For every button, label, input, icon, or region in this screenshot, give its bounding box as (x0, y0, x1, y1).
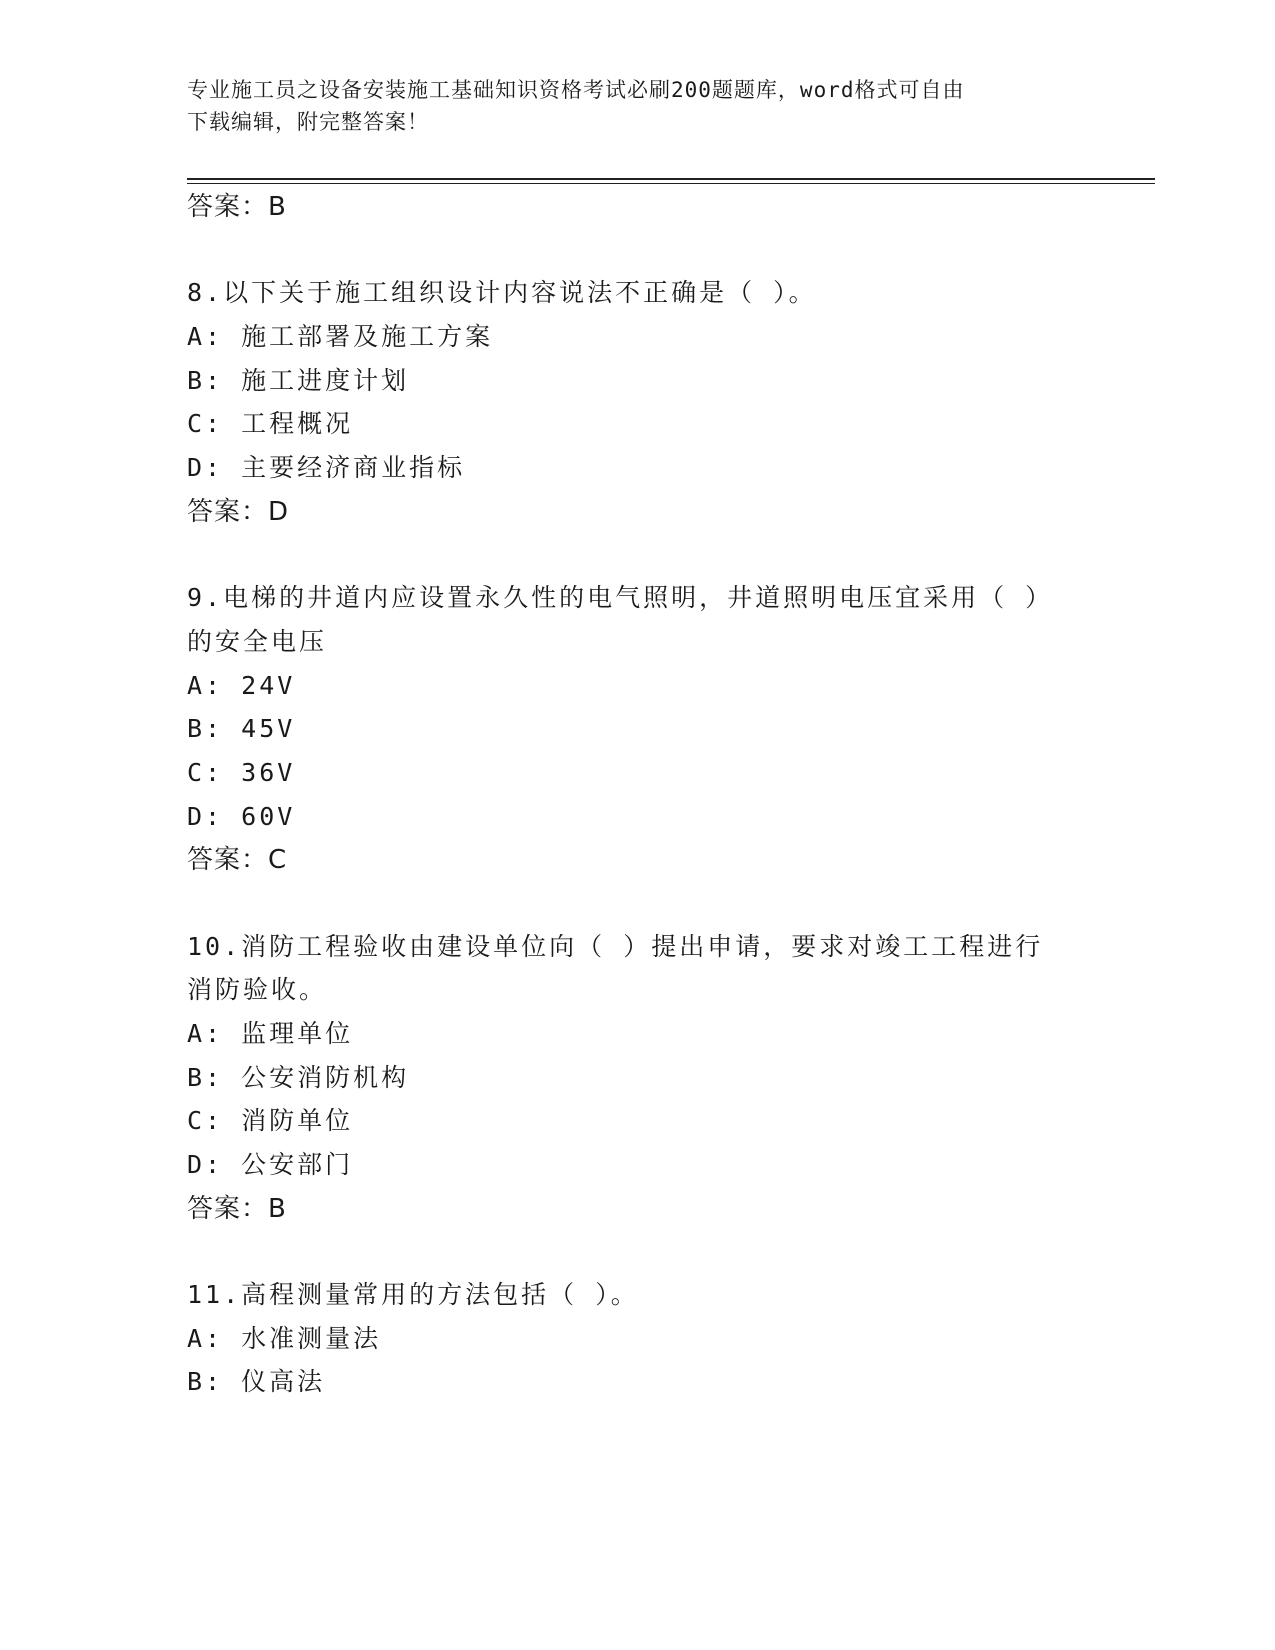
question-10-stem-line-2: 消防验收。 (187, 975, 328, 1004)
question-11-stem: 11.高程测量常用的方法包括（ ）。 (187, 1280, 639, 1309)
question-9-option-a: A: 24V (187, 671, 296, 700)
question-8-option-d: D: 主要经济商业指标 (187, 453, 466, 482)
question-9-stem-line-1: 9.电梯的井道内应设置永久性的电气照明，井道照明电压宜采用（ ） (187, 583, 1054, 612)
previous-answer: 答案：B (187, 192, 287, 222)
question-8-option-a: A: 施工部署及施工方案 (187, 322, 494, 351)
question-9-answer: 答案：C (187, 845, 288, 875)
document-header (187, 74, 1067, 138)
question-8-option-c: C: 工程概况 (187, 409, 354, 438)
question-10-stem-line-1: 10.消防工程验收由建设单位向（ ）提出申请，要求对竣工工程进行 (187, 932, 1044, 961)
question-8-answer: 答案：D (187, 497, 290, 527)
question-9-option-d: D: 60V (187, 802, 296, 831)
question-10-option-a: A: 监理单位 (187, 1019, 354, 1048)
question-10-option-d: D: 公安部门 (187, 1150, 354, 1179)
header-line-1: 专业施工员之设备安装施工基础知识资格考试必刷200题题库，word格式可自由 (187, 78, 965, 102)
question-8-stem: 8.以下关于施工组织设计内容说法不正确是（ ）。 (187, 278, 817, 307)
question-9-option-b: B: 45V (187, 714, 296, 743)
question-9-option-c: C: 36V (187, 758, 296, 787)
question-11-option-b: B: 仪高法 (187, 1367, 326, 1396)
question-10-answer: 答案：B (187, 1194, 287, 1224)
header-line-2: 下载编辑，附完整答案！ (187, 110, 429, 134)
header-rule-thick (187, 178, 1155, 180)
question-8-option-b: B: 施工进度计划 (187, 366, 410, 395)
question-10-option-c: C: 消防单位 (187, 1106, 354, 1135)
question-11-option-a: A: 水准测量法 (187, 1324, 382, 1353)
question-9-stem-line-2: 的安全电压 (187, 627, 328, 656)
question-10-option-b: B: 公安消防机构 (187, 1063, 410, 1092)
header-rule-thin (187, 183, 1155, 184)
